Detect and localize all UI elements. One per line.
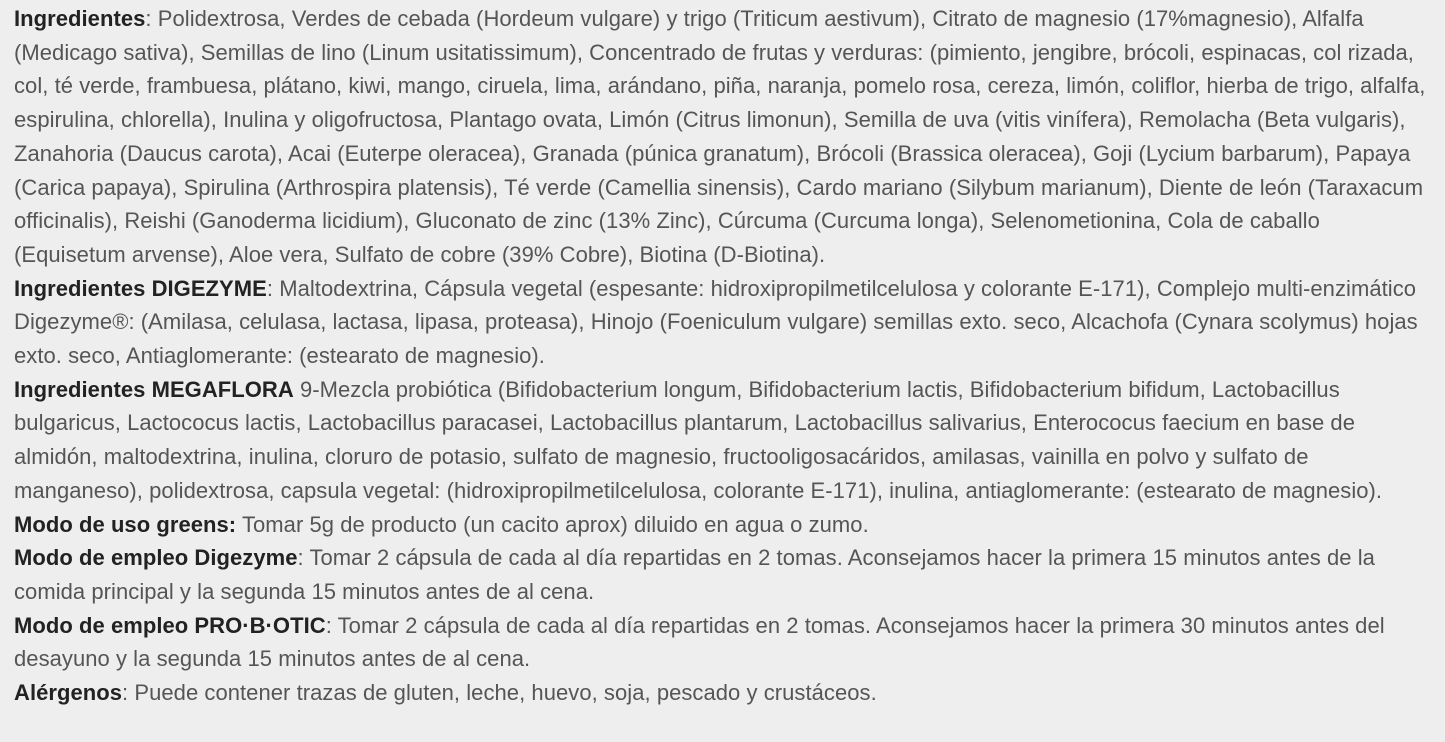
- greens-usage-label: Modo de uso greens:: [14, 511, 237, 537]
- greens-usage-paragraph: [14, 508, 1431, 542]
- megaflora-ingredients-paragraph: [14, 373, 1431, 508]
- megaflora-ingredients-label: Ingredientes MEGAFLORA: [14, 376, 294, 402]
- digezyme-usage-text: : Tomar 2 cápsula de cada al día repartidas en 2 tomas. Aconsejamos hacer la primera 15 minutos antes de la comida principal y la segunda 15 minutos antes de al cena.: [14, 545, 1375, 604]
- digezyme-usage-label: Modo de empleo Digezyme: [14, 545, 298, 571]
- greens-usage-text: Tomar 5g de producto (un cacito aprox) diluido en agua o zumo.: [236, 511, 869, 537]
- megaflora-ingredients-text: 9-Mezcla probiótica (Bifidobacterium longum, Bifidobacterium lactis, Bifidobacterium bifidum, Lactobacillus bulgaricus, Lactococus lactis, Lactobacillus paracasei, Lactobacillus plantarum, Lactobacillus salivarius, Enterococus faecium en base de almidón, maltodextrina, inulina, cloruro de potasio, sulfato de magnesio, fructooligosacáridos, amilasas, vainilla en polvo y sulfato de manganeso), polidextrosa, capsula vegetal: (hidroxipropilmetilcelulosa, colorante E-171), inulina, antiaglomerante: (estearato de magnesio).: [14, 376, 1383, 503]
- ingredients-paragraph: [14, 2, 1431, 272]
- allergens-label: Alérgenos: [14, 680, 123, 706]
- ingredients-label: Ingredientes: [14, 6, 146, 31]
- probiotic-usage-text: : Tomar 2 cápsula de cada al día repartidas en 2 tomas. Aconsejamos hacer la primera 30 minutos antes del desayuno y la segunda 15 minutos antes de al cena.: [14, 612, 1385, 672]
- ingredients-text: : Polidextrosa, Verdes de cebada (Hordeum vulgare) y trigo (Triticum aestivum), Citrato de magnesio (17%magnesio), Alfalfa (Medicago sativa), Semillas de lino (Linum usitatissimum), Concentrado de frutas y verduras: (pimiento, jengibre, brócoli, espinacas, col rizada, col, té verde, frambuesa, plátano, kiwi, mango, ciruela, lima, arándano, piña, naranja, pomelo rosa, cereza, limón, coliflor, hierba de trigo, alfalfa, espirulina, chlorella), Inulina y oligofructosa, Plantago ovata, Limón (Citrus limonun), Semilla de uva (vitis vinífera), Remolacha (Beta vulgaris), Zanahoria (Daucus carota), Acai (Euterpe oleracea), Granada (púnica granatum), Brócoli (Brassica oleracea), Goji (Lycium barbarum), Papaya (Carica papaya), Spirulina (Arthrospira platensis), Té verde (Camellia sinensis), Cardo mariano (Silybum marianum), Diente de león (Taraxacum officinalis), Reishi (Ganoderma licidium), Gluconato de zinc (13% Zinc), Cúrcuma (Curcuma longa), Selenometionina, Cola de caballo (Equisetum arvense), Aloe vera, Sulfato de cobre (39% Cobre), Biotina (D-Biotina).: [14, 6, 1426, 267]
- probiotic-usage-label: Modo de empleo PRO·B·OTIC: [14, 612, 326, 638]
- digezyme-usage-paragraph: [14, 541, 1431, 608]
- digezyme-ingredients-text: : Maltodextrina, Cápsula vegetal (espesante: hidroxipropilmetilcelulosa y colorante E-171), Complejo multi-enzimático Digezyme®: (Amilasa, celulasa, lactasa, lipasa, proteasa), Hinojo (Foeniculum vulgare) semillas exto. seco, Alcachofa (Cynara scolymus) hojas exto. seco, Antiaglomerante: (estearato de magnesio).: [14, 275, 1418, 369]
- probiotic-usage-paragraph: [14, 609, 1431, 676]
- allergens-text: : Puede contener trazas de gluten, leche, huevo, soja, pescado y crustáceos.: [122, 680, 877, 706]
- product-info-document: [14, 2, 1431, 710]
- digezyme-ingredients-label: Ingredientes DIGEZYME: [14, 275, 267, 301]
- digezyme-ingredients-paragraph: [14, 272, 1431, 373]
- allergens-paragraph: [14, 676, 1431, 710]
